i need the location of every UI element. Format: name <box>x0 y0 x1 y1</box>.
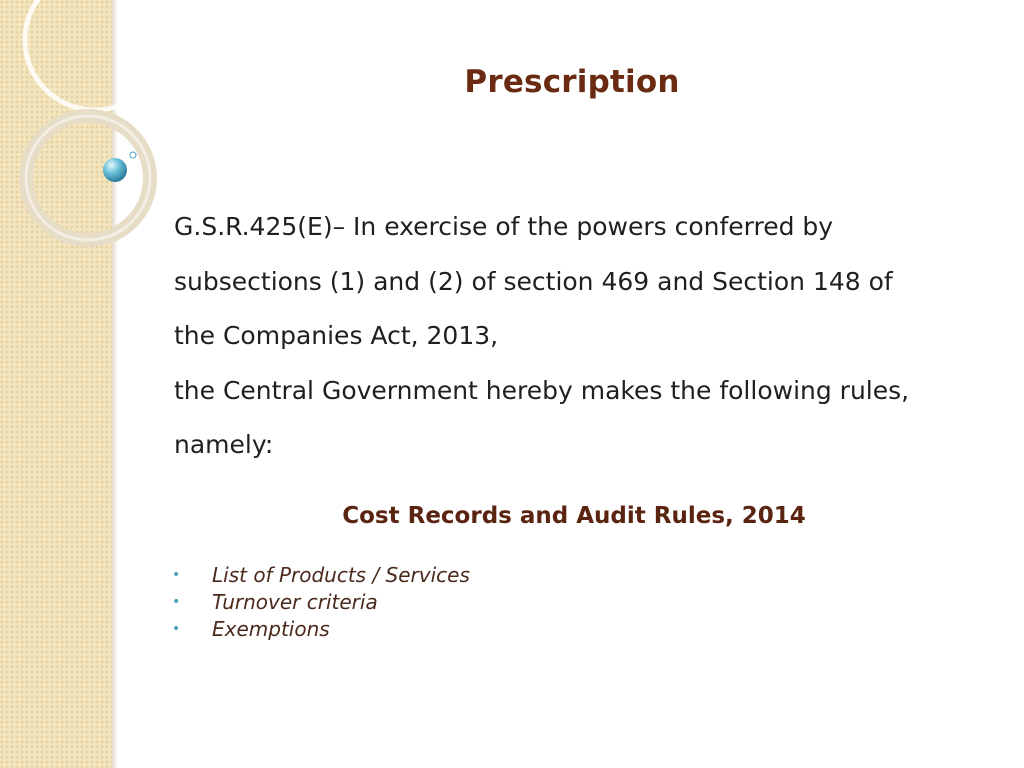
section-subtitle: Cost Records and Audit Rules, 2014 <box>342 503 806 529</box>
bullet-list <box>170 562 470 643</box>
list-item <box>170 616 470 643</box>
body-line: the Companies Act, 2013, <box>174 321 499 350</box>
bullet-icon: • <box>172 621 181 637</box>
slide-title: Prescription <box>464 64 680 100</box>
list-item-label: Exemptions <box>212 617 330 641</box>
body-line: namely: <box>174 430 274 459</box>
body-paragraph <box>174 200 984 473</box>
bullet-icon: • <box>172 567 181 583</box>
body-line: G.S.R.425(E)– In exercise of the powers conferred by <box>174 212 834 241</box>
list-item <box>170 589 470 616</box>
body-line: the Central Government hereby makes the following rules, <box>174 375 910 405</box>
decorative-circles-icon <box>0 0 160 260</box>
list-item <box>170 562 470 589</box>
bullet-icon: • <box>172 594 181 610</box>
list-item-label: Turnover criteria <box>212 590 378 614</box>
body-line: subsections (1) and (2) of section 469 and Section 148 of <box>174 266 893 296</box>
list-item-label: List of Products / Services <box>212 563 470 587</box>
